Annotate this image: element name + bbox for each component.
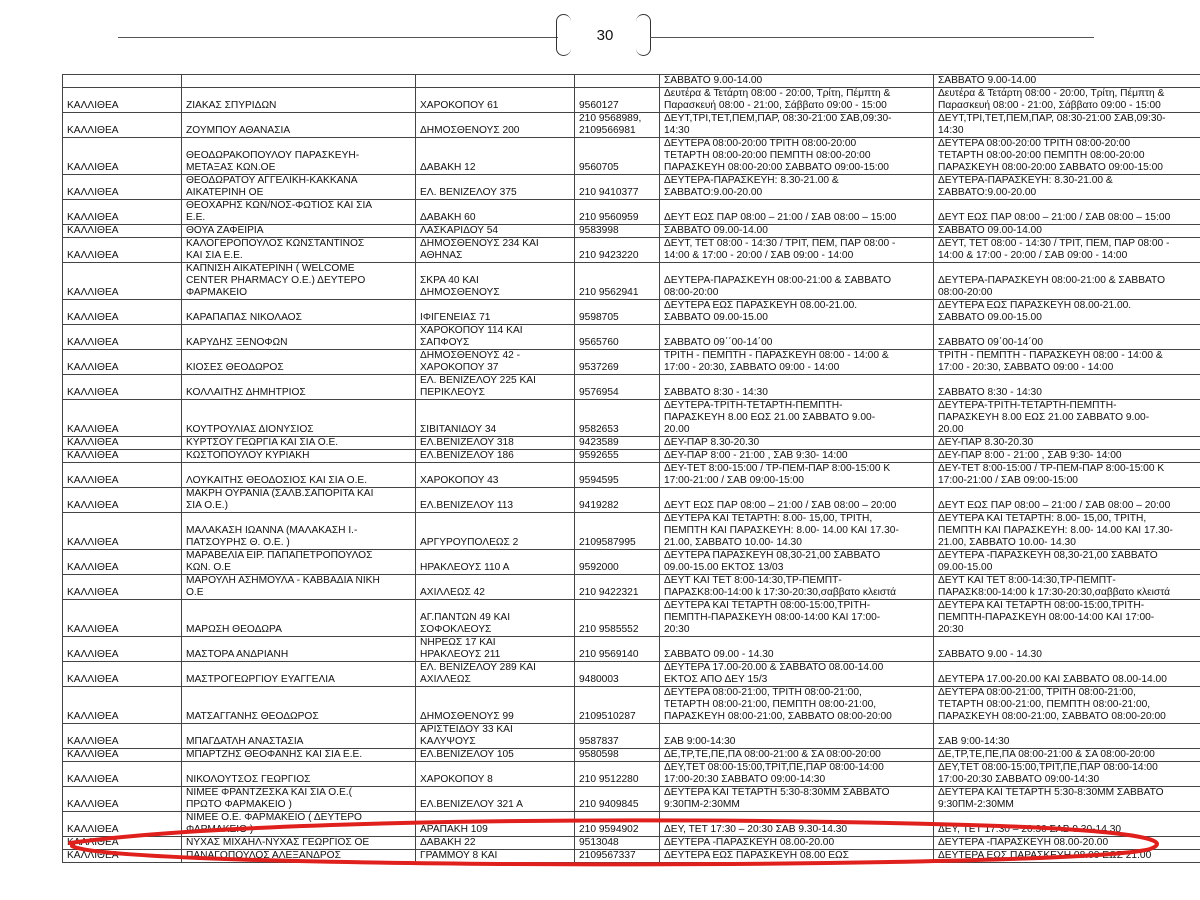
area-cell: ΚΑΛΛΙΘΕΑ bbox=[63, 325, 182, 350]
address-cell: ΑΓ.ΠΑΝΤΩΝ 49 ΚΑΙ ΣΟΦΟΚΛΕΟΥΣ bbox=[416, 600, 575, 637]
hours-alt-cell: ΣΑΒΒΑΤΟ 09.00-14.00 bbox=[934, 225, 1200, 238]
address-cell: ΕΛ.ΒΕΝΙΖΕΛΟΥ 318 bbox=[416, 437, 575, 450]
area-cell: ΚΑΛΛΙΘΕΑ bbox=[63, 263, 182, 300]
address-cell: ΕΛ. ΒΕΝΙΖΕΛΟΥ 375 bbox=[416, 175, 575, 200]
phone-cell: 210 9594902 bbox=[575, 812, 660, 837]
table-row bbox=[63, 325, 1200, 350]
table-row bbox=[63, 138, 1200, 175]
hours-cell: Δευτέρα & Τετάρτη 08:00 - 20:00, Τρίτη, Πέμπτη & Παρασκευή 08:00 - 21:00, Σάββατο 09:00 - 15:00 bbox=[660, 88, 934, 113]
hours-cell: ΔΕΥ-ΤΕΤ 8:00-15:00 / ΤΡ-ΠΕΜ-ΠΑΡ 8:00-15:00 Κ 17:00-21:00 / ΣΑΒ 09:00-15:00 bbox=[660, 463, 934, 488]
phone-cell: 9565760 bbox=[575, 325, 660, 350]
phone-cell: 210 9585552 bbox=[575, 600, 660, 637]
table-row bbox=[63, 300, 1200, 325]
table-row bbox=[63, 488, 1200, 513]
phone-cell: 210 9409845 bbox=[575, 787, 660, 812]
pharmacy-name-cell: ΜΑΚΡΗ ΟΥΡΑΝΙΑ (ΣΑΛΒ.ΣΑΠΟΡΙΤΑ ΚΑΙ ΣΙΑ Ο.Ε.) bbox=[182, 488, 416, 513]
address-cell: ΕΛ. ΒΕΝΙΖΕΛΟΥ 289 ΚΑΙ ΑΧΙΛΛΕΩΣ bbox=[416, 662, 575, 687]
phone-cell: 210 9569140 bbox=[575, 637, 660, 662]
pharmacy-name-cell: ΜΠΑΡΤΖΗΣ ΘΕΟΦΑΝΗΣ ΚΑΙ ΣΙΑ Ε.Ε. bbox=[182, 749, 416, 762]
phone-cell: 9419282 bbox=[575, 488, 660, 513]
hours-alt-cell: ΔΕΥ-ΠΑΡ 8.30-20.30 bbox=[934, 437, 1200, 450]
pharmacy-name-cell: ΚΩΣΤΟΠΟΥΛΟΥ ΚΥΡΙΑΚΗ bbox=[182, 450, 416, 463]
phone-cell: 210 9562941 bbox=[575, 263, 660, 300]
hours-alt-cell: ΔΕΥΤΕΡΑ -ΠΑΡΑΣΚΕΥΗ 08,30-21,00 ΣΑΒΒΑΤΟ 09.00-15.00 bbox=[934, 550, 1200, 575]
area-cell: ΚΑΛΛΙΘΕΑ bbox=[63, 787, 182, 812]
pharmacy-name-cell: ΝΙΚΟΛΟΥΤΣΟΣ ΓΕΩΡΓΙΟΣ bbox=[182, 762, 416, 787]
pharmacy-name-cell: ΜΑΤΣΑΓΓΑΝΗΣ ΘΕΟΔΩΡΟΣ bbox=[182, 687, 416, 724]
table-row bbox=[63, 837, 1200, 850]
address-cell: ΧΑΡΟΚΟΠΟΥ 61 bbox=[416, 88, 575, 113]
table-row bbox=[63, 812, 1200, 837]
table-row bbox=[63, 513, 1200, 550]
pharmacy-name-cell: ΜΑΛΑΚΑΣΗ ΙΩΑΝΝΑ (ΜΑΛΑΚΑΣΗ Ι.- ΠΑΤΣΟΥΡΗΣ Θ. Ο.Ε. ) bbox=[182, 513, 416, 550]
pharmacy-name-cell: ΜΑΣΤΡΟΓΕΩΡΓΙΟΥ ΕΥΑΓΓΕΛΙΑ bbox=[182, 662, 416, 687]
pharmacy-name-cell: ΚΑΡΑΠΑΠΑΣ ΝΙΚΟΛΑΟΣ bbox=[182, 300, 416, 325]
hours-alt-cell: ΔΕΥΤΕΡΑ ΕΩΣ ΠΑΡΑΣΚΕΥΗ 08.00-21.00. ΣΑΒΒΑΤΟ 09.00-15.00 bbox=[934, 300, 1200, 325]
pharmacy-name-cell: ΜΑΡΑΒΕΛΙΑ ΕΙΡ. ΠΑΠΑΠΕΤΡΟΠΟΥΛΟΣ ΚΩΝ. Ο.Ε bbox=[182, 550, 416, 575]
hours-cell: ΔΕ,ΤΡ,ΤΕ,ΠΕ,ΠΑ 08:00-21:00 & ΣΑ 08:00-20:00 bbox=[660, 749, 934, 762]
address-cell: ΔΑΒΑΚΗ 22 bbox=[416, 837, 575, 850]
pharmacy-name-cell: ΘΕΟΔΩΡΑΚΟΠΟΥΛΟΥ ΠΑΡΑΣΚΕΥΗ- ΜΕΤΑΞΑΣ ΚΩΝ.ΟΕ bbox=[182, 138, 416, 175]
address-cell: ΔΗΜΟΣΘΕΝΟΥΣ 200 bbox=[416, 113, 575, 138]
hours-alt-cell: ΔΕΥΤ ΚΑΙ ΤΕΤ 8:00-14:30,ΤΡ-ΠΕΜΠΤ- ΠΑΡΑΣΚ8:00-14:00 k 17:30-20:30,σαββατο κλειστά bbox=[934, 575, 1200, 600]
area-cell: ΚΑΛΛΙΘΕΑ bbox=[63, 637, 182, 662]
area-cell: ΚΑΛΛΙΘΕΑ bbox=[63, 724, 182, 749]
pharmacy-name-cell: ΘΕΟΧΑΡΗΣ ΚΩΝ/ΝΟΣ-ΦΩΤΙΟΣ ΚΑΙ ΣΙΑ Ε.Ε. bbox=[182, 200, 416, 225]
area-cell: ΚΑΛΛΙΘΕΑ bbox=[63, 749, 182, 762]
hours-alt-cell: ΔΕΥ, ΤΕΤ 17:30 – 20:30 ΣΑΒ 9.30-14.30 bbox=[934, 812, 1200, 837]
pharmacy-name-cell: ΝΙΜΕΕ Ο.Ε. ΦΑΡΜΑΚΕΙΟ ( ΔΕΥΤΕΡΟ ΦΑΡΜΑΚΕΙΟ ) bbox=[182, 812, 416, 837]
hours-alt-cell: ΔΕΥΤΕΡΑ 08:00-20:00 ΤΡΙΤΗ 08:00-20:00 ΤΕΤΑΡΤΗ 08:00-20:00 ΠΕΜΠΤΗ 08:00-20:00 ΠΑΡΑΣΚΕΥΗ 08:00-20:00 ΣΑΒΒΑΤΟ 09:00-15:00 bbox=[934, 138, 1200, 175]
hours-cell: ΣΑΒΒΑΤΟ 9.00-14.00 bbox=[660, 75, 934, 88]
hours-cell: ΔΕΥΤΕΡΑ-ΠΑΡΑΣΚΕΥΗ: 8.30-21.00 & ΣΑΒΒΑΤΟ:9.00-20.00 bbox=[660, 175, 934, 200]
table-row bbox=[63, 550, 1200, 575]
address-cell: ΕΛ.ΒΕΝΙΖΕΛΟΥ 105 bbox=[416, 749, 575, 762]
hours-cell: ΣΑΒΒΑΤΟ 09΄΄00-14΄00 bbox=[660, 325, 934, 350]
area-cell: ΚΑΛΛΙΘΕΑ bbox=[63, 488, 182, 513]
hours-cell: ΔΕΥΤΕΡΑ ΕΩΣ ΠΑΡΑΣΚΕΥΗ 08.00-21.00. ΣΑΒΒΑΤΟ 09.00-15.00 bbox=[660, 300, 934, 325]
hours-alt-cell: ΔΕΥΤΕΡΑ-ΠΑΡΑΣΚΕΥΗ: 8.30-21.00 & ΣΑΒΒΑΤΟ:9.00-20.00 bbox=[934, 175, 1200, 200]
hours-cell: ΔΕΥΤΕΡΑ -ΠΑΡΑΣΚΕΥΗ 08.00-20.00 bbox=[660, 837, 934, 850]
hours-cell: ΔΕΥΤΕΡΑ ΠΑΡΑΣΚΕΥΗ 08,30-21,00 ΣΑΒΒΑΤΟ 09.00-15.00 ΕΚΤΟΣ 13/03 bbox=[660, 550, 934, 575]
pharmacy-name-cell: ΜΠΑΓΔΑΤΛΗ ΑΝΑΣΤΑΣΙΑ bbox=[182, 724, 416, 749]
address-cell: ΔΑΒΑΚΗ 60 bbox=[416, 200, 575, 225]
area-cell: ΚΑΛΛΙΘΕΑ bbox=[63, 450, 182, 463]
hours-cell: ΤΡΙΤΗ - ΠΕΜΠΤΗ - ΠΑΡΑΣΚΕΥΗ 08:00 - 14:00 & 17:00 - 20:30, ΣΑΒΒΑΤΟ 09:00 - 14:00 bbox=[660, 350, 934, 375]
address-cell: ΔΗΜΟΣΘΕΝΟΥΣ 99 bbox=[416, 687, 575, 724]
phone-cell: 210 9423220 bbox=[575, 238, 660, 263]
area-cell: ΚΑΛΛΙΘΕΑ bbox=[63, 463, 182, 488]
hours-cell: ΔΕΥΤΕΡΑ 08:00-21:00, ΤΡΙΤΗ 08:00-21:00, ΤΕΤΑΡΤΗ 08:00-21:00, ΠΕΜΠΤΗ 08:00-21:00, ΠΑΡΑΣΚΕΥΗ 08:00-21:00, ΣΑΒΒΑΤΟ 08:00-20:00 bbox=[660, 687, 934, 724]
address-cell: ΕΛ.ΒΕΝΙΖΕΛΟΥ 113 bbox=[416, 488, 575, 513]
hours-cell: ΔΕΥΤΕΡΑ ΚΑΙ ΤΕΤΑΡΤΗ: 8.00- 15,00, ΤΡΙΤΗ, ΠΕΜΠΤΗ ΚΑΙ ΠΑΡΑΣΚΕΥΗ: 8.00- 14.00 ΚΑΙ 17.30- 21.00, ΣΑΒΒΑΤΟ 10.00- 14.30 bbox=[660, 513, 934, 550]
area-cell: ΚΑΛΛΙΘΕΑ bbox=[63, 400, 182, 437]
hours-cell: ΔΕΥΤΕΡΑ ΚΑΙ ΤΕΤΑΡΤΗ 5:30-8:30ΜΜ ΣΑΒΒΑΤΟ 9:30ΠΜ-2:30ΜΜ bbox=[660, 787, 934, 812]
table-row bbox=[63, 450, 1200, 463]
phone-cell: 9592655 bbox=[575, 450, 660, 463]
table-row bbox=[63, 575, 1200, 600]
area-cell: ΚΑΛΛΙΘΕΑ bbox=[63, 687, 182, 724]
pharmacy-name-cell bbox=[182, 75, 416, 88]
pharmacy-name-cell: ΚΥΡΤΣΟΥ ΓΕΩΡΓΙΑ ΚΑΙ ΣΙΑ Ο.Ε. bbox=[182, 437, 416, 450]
hours-cell: ΔΕΥΤ ΕΩΣ ΠΑΡ 08:00 – 21:00 / ΣΑΒ 08:00 – 15:00 bbox=[660, 200, 934, 225]
pharmacy-name-cell: ΚΟΛΛΑΙΤΗΣ ΔΗΜΗΤΡΙΟΣ bbox=[182, 375, 416, 400]
pharmacy-name-cell: ΝΥΧΑΣ ΜΙΧΑΗΛ-ΝΥΧΑΣ ΓΕΩΡΓΙΟΣ ΟΕ bbox=[182, 837, 416, 850]
area-cell: ΚΑΛΛΙΘΕΑ bbox=[63, 850, 182, 863]
phone-cell: 9423589 bbox=[575, 437, 660, 450]
hours-cell: ΔΕΥΤΕΡΑ-ΤΡΙΤΗ-ΤΕΤΑΡΤΗ-ΠΕΜΠΤΗ- ΠΑΡΑΣΚΕΥΗ 8.00 ΕΩΣ 21.00 ΣΑΒΒΑΤΟ 9.00- 20.00 bbox=[660, 400, 934, 437]
area-cell: ΚΑΛΛΙΘΕΑ bbox=[63, 437, 182, 450]
address-cell: ΛΑΣΚΑΡΙΔΟΥ 54 bbox=[416, 225, 575, 238]
hours-cell: ΔΕΥ-ΠΑΡ 8.30-20.30 bbox=[660, 437, 934, 450]
phone-cell: 9594595 bbox=[575, 463, 660, 488]
address-cell bbox=[416, 75, 575, 88]
phone-cell: 9592000 bbox=[575, 550, 660, 575]
phone-cell: 9576954 bbox=[575, 375, 660, 400]
address-cell: ΝΗΡΕΩΣ 17 ΚΑΙ ΗΡΑΚΛΕΟΥΣ 211 bbox=[416, 637, 575, 662]
hours-cell: ΔΕΥ,ΤΕΤ 08:00-15:00,ΤΡΙΤ,ΠΕ,ΠΑΡ 08:00-14:00 17:00-20:30 ΣΑΒΒΑΤΟ 09:00-14:30 bbox=[660, 762, 934, 787]
address-cell: ΑΡΑΠΑΚΗ 109 bbox=[416, 812, 575, 837]
table-row bbox=[63, 175, 1200, 200]
pharmacy-name-cell: ΛΟΥΚΑΙΤΗΣ ΘΕΟΔΟΣΙΟΣ ΚΑΙ ΣΙΑ Ο.Ε. bbox=[182, 463, 416, 488]
table-row bbox=[63, 600, 1200, 637]
pharmacy-name-cell: ΠΑΝΑΓΟΠΟΥΛΟΣ ΑΛΕΞΑΝΔΡΟΣ bbox=[182, 850, 416, 863]
area-cell: ΚΑΛΛΙΘΕΑ bbox=[63, 138, 182, 175]
hours-alt-cell: ΔΕΥΤ,ΤΡΙ,ΤΕΤ,ΠΕΜ,ΠΑΡ, 08:30-21:00 ΣΑΒ,09:30- 14:30 bbox=[934, 113, 1200, 138]
hours-alt-cell: ΣΑΒΒΑΤΟ 9.00 - 14.30 bbox=[934, 637, 1200, 662]
pharmacy-name-cell: ΝΙΜΕΕ ΦΡΑΝΤΖΕΣΚΑ ΚΑΙ ΣΙΑ Ο.Ε.( ΠΡΩΤΟ ΦΑΡΜΑΚΕΙΟ ) bbox=[182, 787, 416, 812]
address-cell: ΧΑΡΟΚΟΠΟΥ 114 ΚΑΙ ΣΑΠΦΟΥΣ bbox=[416, 325, 575, 350]
table-row bbox=[63, 787, 1200, 812]
phone-cell: 9480003 bbox=[575, 662, 660, 687]
hours-alt-cell: ΔΕΥΤΕΡΑ ΚΑΙ ΤΕΤΑΡΤΗ: 8.00- 15,00, ΤΡΙΤΗ, ΠΕΜΠΤΗ ΚΑΙ ΠΑΡΑΣΚΕΥΗ: 8.00- 14.00 ΚΑΙ 17.30- 21.00, ΣΑΒΒΑΤΟ 10.00- 14.30 bbox=[934, 513, 1200, 550]
table-row bbox=[63, 113, 1200, 138]
hours-alt-cell: ΔΕΥΤΕΡΑ 08:00-21:00, ΤΡΙΤΗ 08:00-21:00, ΤΕΤΑΡΤΗ 08:00-21:00, ΠΕΜΠΤΗ 08:00-21:00, ΠΑΡΑΣΚΕΥΗ 08:00-21:00, ΣΑΒΒΑΤΟ 08:00-20:00 bbox=[934, 687, 1200, 724]
hours-cell: ΔΕΥΤ ΕΩΣ ΠΑΡ 08:00 – 21:00 / ΣΑΒ 08:00 – 20:00 bbox=[660, 488, 934, 513]
phone-cell: 9587837 bbox=[575, 724, 660, 749]
left-brace bbox=[556, 14, 571, 56]
hours-alt-cell: Δευτέρα & Τετάρτη 08:00 - 20:00, Τρίτη, Πέμπτη & Παρασκευή 08:00 - 21:00, Σάββατο 09:00 - 15:00 bbox=[934, 88, 1200, 113]
hours-alt-cell: ΣΑΒ 9:00-14:30 bbox=[934, 724, 1200, 749]
area-cell: ΚΑΛΛΙΘΕΑ bbox=[63, 238, 182, 263]
table-row bbox=[63, 200, 1200, 225]
hours-alt-cell: ΔΕΥΤ, ΤΕΤ 08:00 - 14:30 / ΤΡΙΤ, ΠΕΜ, ΠΑΡ 08:00 - 14:00 & 17:00 - 20:00 / ΣΑΒ 09:00 - 14:00 bbox=[934, 238, 1200, 263]
header-rule-right bbox=[650, 37, 1094, 38]
hours-alt-cell: ΣΑΒΒΑΤΟ 09΄00-14΄00 bbox=[934, 325, 1200, 350]
phone-cell: 9580598 bbox=[575, 749, 660, 762]
phone-cell: 9560127 bbox=[575, 88, 660, 113]
hours-alt-cell: ΔΕΥΤ ΕΩΣ ΠΑΡ 08:00 – 21:00 / ΣΑΒ 08:00 – 20:00 bbox=[934, 488, 1200, 513]
table-row bbox=[63, 637, 1200, 662]
area-cell: ΚΑΛΛΙΘΕΑ bbox=[63, 837, 182, 850]
hours-alt-cell: ΣΑΒΒΑΤΟ 9.00-14.00 bbox=[934, 75, 1200, 88]
hours-cell: ΔΕΥΤΕΡΑ-ΠΑΡΑΣΚΕΥΗ 08:00-21:00 & ΣΑΒΒΑΤΟ 08:00-20:00 bbox=[660, 263, 934, 300]
pharmacy-name-cell: ΘΟΥΑ ΖΑΦΕΙΡΙΑ bbox=[182, 225, 416, 238]
phone-cell: 210 9568989, 2109566981 bbox=[575, 113, 660, 138]
pharmacy-name-cell: ΚΑΡΥΔΗΣ ΞΕΝΟΦΩΝ bbox=[182, 325, 416, 350]
table-row bbox=[63, 724, 1200, 749]
phone-cell: 9598705 bbox=[575, 300, 660, 325]
address-cell: ΣΙΒΙΤΑΝΙΔΟΥ 34 bbox=[416, 400, 575, 437]
table-row bbox=[63, 225, 1200, 238]
phone-cell: 9537269 bbox=[575, 350, 660, 375]
hours-alt-cell: ΔΕΥΤΕΡΑ -ΠΑΡΑΣΚΕΥΗ 08.00-20.00 bbox=[934, 837, 1200, 850]
table-row bbox=[63, 400, 1200, 437]
phone-cell: 2109510287 bbox=[575, 687, 660, 724]
hours-alt-cell: ΔΕΥΤΕΡΑ 17.00-20.00 ΚΑΙ ΣΑΒΒΑΤΟ 08.00-14.00 bbox=[934, 662, 1200, 687]
hours-alt-cell: ΣΑΒΒΑΤΟ 8:30 - 14:30 bbox=[934, 375, 1200, 400]
table-row bbox=[63, 437, 1200, 450]
address-cell: ΙΦΙΓΕΝΕΙΑΣ 71 bbox=[416, 300, 575, 325]
hours-cell: ΔΕΥΤΕΡΑ 17.00-20.00 & ΣΑΒΒΑΤΟ 08.00-14.00 ΕΚΤΟΣ ΑΠΟ ΔΕΥ 15/3 bbox=[660, 662, 934, 687]
hours-cell: ΔΕΥ, ΤΕΤ 17:30 – 20:30 ΣΑΒ 9.30-14.30 bbox=[660, 812, 934, 837]
address-cell: ΔΑΒΑΚΗ 12 bbox=[416, 138, 575, 175]
hours-alt-cell: ΔΕΥ-ΠΑΡ 8:00 - 21:00 , ΣΑΒ 9:30- 14:00 bbox=[934, 450, 1200, 463]
hours-alt-cell: ΔΕΥ-ΤΕΤ 8:00-15:00 / ΤΡ-ΠΕΜ-ΠΑΡ 8:00-15:00 Κ 17:00-21:00 / ΣΑΒ 09:00-15:00 bbox=[934, 463, 1200, 488]
table-row bbox=[63, 749, 1200, 762]
address-cell: ΧΑΡΟΚΟΠΟΥ 43 bbox=[416, 463, 575, 488]
area-cell bbox=[63, 75, 182, 88]
area-cell: ΚΑΛΛΙΘΕΑ bbox=[63, 375, 182, 400]
hours-cell: ΔΕΥΤ,ΤΡΙ,ΤΕΤ,ΠΕΜ,ΠΑΡ, 08:30-21:00 ΣΑΒ,09:30- 14:30 bbox=[660, 113, 934, 138]
area-cell: ΚΑΛΛΙΘΕΑ bbox=[63, 113, 182, 138]
pharmacy-name-cell: ΖΙΑΚΑΣ ΣΠΥΡΙΔΩΝ bbox=[182, 88, 416, 113]
hours-cell: ΣΑΒΒΑΤΟ 09.00 - 14.30 bbox=[660, 637, 934, 662]
area-cell: ΚΑΛΛΙΘΕΑ bbox=[63, 88, 182, 113]
hours-alt-cell: ΤΡΙΤΗ - ΠΕΜΠΤΗ - ΠΑΡΑΣΚΕΥΗ 08:00 - 14:00 & 17:00 - 20:30, ΣΑΒΒΑΤΟ 09:00 - 14:00 bbox=[934, 350, 1200, 375]
pharmacy-name-cell: ΚΙΟΣΕΣ ΘΕΟΔΩΡΟΣ bbox=[182, 350, 416, 375]
address-cell: ΕΛ. ΒΕΝΙΖΕΛΟΥ 225 ΚΑΙ ΠΕΡΙΚΛΕΟΥΣ bbox=[416, 375, 575, 400]
area-cell: ΚΑΛΛΙΘΕΑ bbox=[63, 762, 182, 787]
pharmacy-name-cell: ΜΑΡΩΣΗ ΘΕΟΔΩΡΑ bbox=[182, 600, 416, 637]
pharmacy-table-body bbox=[63, 75, 1200, 863]
area-cell: ΚΑΛΛΙΘΕΑ bbox=[63, 513, 182, 550]
table-row bbox=[63, 375, 1200, 400]
hours-alt-cell: ΔΕ,ΤΡ,ΤΕ,ΠΕ,ΠΑ 08:00-21:00 & ΣΑ 08:00-20:00 bbox=[934, 749, 1200, 762]
phone-cell: 210 9560959 bbox=[575, 200, 660, 225]
table-row bbox=[63, 687, 1200, 724]
area-cell: ΚΑΛΛΙΘΕΑ bbox=[63, 662, 182, 687]
hours-cell: ΔΕΥΤΕΡΑ 08:00-20:00 ΤΡΙΤΗ 08:00-20:00 ΤΕΤΑΡΤΗ 08:00-20:00 ΠΕΜΠΤΗ 08:00-20:00 ΠΑΡΑΣΚΕΥΗ 08:00-20:00 ΣΑΒΒΑΤΟ 09:00-15:00 bbox=[660, 138, 934, 175]
address-cell: ΧΑΡΟΚΟΠΟΥ 8 bbox=[416, 762, 575, 787]
table-row bbox=[63, 350, 1200, 375]
area-cell: ΚΑΛΛΙΘΕΑ bbox=[63, 300, 182, 325]
area-cell: ΚΑΛΛΙΘΕΑ bbox=[63, 812, 182, 837]
page-number: 30 bbox=[596, 27, 614, 44]
area-cell: ΚΑΛΛΙΘΕΑ bbox=[63, 550, 182, 575]
address-cell: ΑΧΙΛΛΕΩΣ 42 bbox=[416, 575, 575, 600]
pharmacy-name-cell: ΜΑΡΟΥΛΗ ΑΣΗΜΟΥΛΑ - ΚΑΒΒΑΔΙΑ ΝΙΚΗ Ο.Ε bbox=[182, 575, 416, 600]
table-row bbox=[63, 75, 1200, 88]
address-cell: ΣΚΡΑ 40 ΚΑΙ ΔΗΜΟΣΘΕΝΟΥΣ bbox=[416, 263, 575, 300]
phone-cell: 9513048 bbox=[575, 837, 660, 850]
address-cell: ΕΛ.ΒΕΝΙΖΕΛΟΥ 321 Α bbox=[416, 787, 575, 812]
area-cell: ΚΑΛΛΙΘΕΑ bbox=[63, 175, 182, 200]
hours-alt-cell: ΔΕΥ,ΤΕΤ 08:00-15:00,ΤΡΙΤ,ΠΕ,ΠΑΡ 08:00-14:00 17:00-20:30 ΣΑΒΒΑΤΟ 09:00-14:30 bbox=[934, 762, 1200, 787]
phone-cell: 9560705 bbox=[575, 138, 660, 175]
address-cell: ΔΗΜΟΣΘΕΝΟΥΣ 42 - ΧΑΡΟΚΟΠΟΥ 37 bbox=[416, 350, 575, 375]
hours-cell: ΔΕΥΤΕΡΑ ΕΩΣ ΠΑΡΑΣΚΕΥΗ 08.00 ΕΩΣ bbox=[660, 850, 934, 863]
pharmacy-name-cell: ΖΟΥΜΠΟΥ ΑΘΑΝΑΣΙΑ bbox=[182, 113, 416, 138]
hours-cell: ΣΑΒΒΑΤΟ 09.00-14.00 bbox=[660, 225, 934, 238]
pharmacy-table bbox=[62, 74, 1200, 863]
hours-alt-cell: ΔΕΥΤΕΡΑ-ΠΑΡΑΣΚΕΥΗ 08:00-21:00 & ΣΑΒΒΑΤΟ 08:00-20:00 bbox=[934, 263, 1200, 300]
address-cell: ΔΗΜΟΣΘΕΝΟΥΣ 234 ΚΑΙ ΑΘΗΝΑΣ bbox=[416, 238, 575, 263]
phone-cell: 9582653 bbox=[575, 400, 660, 437]
table-row bbox=[63, 238, 1200, 263]
hours-alt-cell: ΔΕΥΤΕΡΑ ΚΑΙ ΤΕΤΑΡΤΗ 08:00-15:00,ΤΡΙΤΗ- ΠΕΜΠΤΗ-ΠΑΡΑΣΚΕΥΗ 08:00-14:00 ΚΑΙ 17:00- 20:30 bbox=[934, 600, 1200, 637]
area-cell: ΚΑΛΛΙΘΕΑ bbox=[63, 350, 182, 375]
hours-cell: ΣΑΒ 9:00-14:30 bbox=[660, 724, 934, 749]
hours-alt-cell: ΔΕΥΤ ΕΩΣ ΠΑΡ 08:00 – 21:00 / ΣΑΒ 08:00 – 15:00 bbox=[934, 200, 1200, 225]
area-cell: ΚΑΛΛΙΘΕΑ bbox=[63, 200, 182, 225]
phone-cell bbox=[575, 75, 660, 88]
phone-cell: 210 9422321 bbox=[575, 575, 660, 600]
hours-cell: ΔΕΥΤ ΚΑΙ ΤΕΤ 8:00-14:30,ΤΡ-ΠΕΜΠΤ- ΠΑΡΑΣΚ8:00-14:00 k 17:30-20:30,σαββατο κλειστά bbox=[660, 575, 934, 600]
address-cell: ΗΡΑΚΛΕΟΥΣ 110 Α bbox=[416, 550, 575, 575]
phone-cell: 2109587995 bbox=[575, 513, 660, 550]
pharmacy-name-cell: ΚΟΥΤΡΟΥΛΙΑΣ ΔΙΟΝΥΣΙΟΣ bbox=[182, 400, 416, 437]
hours-cell: ΔΕΥΤΕΡΑ ΚΑΙ ΤΕΤΑΡΤΗ 08:00-15:00,ΤΡΙΤΗ- ΠΕΜΠΤΗ-ΠΑΡΑΣΚΕΥΗ 08:00-14:00 ΚΑΙ 17:00- 20:30 bbox=[660, 600, 934, 637]
hours-alt-cell: ΔΕΥΤΕΡΑ ΚΑΙ ΤΕΤΑΡΤΗ 5:30-8:30ΜΜ ΣΑΒΒΑΤΟ 9:30ΠΜ-2:30ΜΜ bbox=[934, 787, 1200, 812]
table-row bbox=[63, 88, 1200, 113]
area-cell: ΚΑΛΛΙΘΕΑ bbox=[63, 225, 182, 238]
pharmacy-name-cell: ΜΑΣΤΟΡΑ ΑΝΔΡΙΑΝΗ bbox=[182, 637, 416, 662]
pharmacy-name-cell: ΚΑΠΝΙΣΗ ΑΙΚΑΤΕΡΙΝΗ ( WELCOME CENTER PHARMACY O.E.) ΔΕΥΤΕΡΟ ΦΑΡΜΑΚΕΙΟ bbox=[182, 263, 416, 300]
address-cell: ΓΡΑΜΜΟΥ 8 ΚΑΙ bbox=[416, 850, 575, 863]
area-cell: ΚΑΛΛΙΘΕΑ bbox=[63, 575, 182, 600]
hours-alt-cell: ΔΕΥΤΕΡΑ ΕΩΣ ΠΑΡΑΣΚΕΥΗ 08.00 ΕΩΣ 21.00 bbox=[934, 850, 1200, 863]
table-row bbox=[63, 662, 1200, 687]
address-cell: ΑΡΓΥΡΟΥΠΟΛΕΩΣ 2 bbox=[416, 513, 575, 550]
header-rule-left bbox=[118, 37, 558, 38]
address-cell: ΑΡΙΣΤΕΙΔΟΥ 33 ΚΑΙ ΚΑΛΥΨΟΥΣ bbox=[416, 724, 575, 749]
address-cell: ΕΛ.ΒΕΝΙΖΕΛΟΥ 186 bbox=[416, 450, 575, 463]
area-cell: ΚΑΛΛΙΘΕΑ bbox=[63, 600, 182, 637]
hours-cell: ΔΕΥΤ, ΤΕΤ 08:00 - 14:30 / ΤΡΙΤ, ΠΕΜ, ΠΑΡ 08:00 - 14:00 & 17:00 - 20:00 / ΣΑΒ 09:00 - 14:00 bbox=[660, 238, 934, 263]
pharmacy-name-cell: ΚΑΛΟΓΕΡΟΠΟΥΛΟΣ ΚΩΝΣΤΑΝΤΙΝΟΣ ΚΑΙ ΣΙΑ Ε.Ε. bbox=[182, 238, 416, 263]
pharmacy-name-cell: ΘΕΟΔΩΡΑΤΟΥ ΑΓΓΕΛΙΚΗ-ΚΑΚΚΑΝΑ ΑΙΚΑΤΕΡΙΝΗ ΟΕ bbox=[182, 175, 416, 200]
hours-cell: ΣΑΒΒΑΤΟ 8:30 - 14:30 bbox=[660, 375, 934, 400]
table-row bbox=[63, 762, 1200, 787]
table-row bbox=[63, 463, 1200, 488]
table-row bbox=[63, 850, 1200, 863]
phone-cell: 210 9410377 bbox=[575, 175, 660, 200]
right-brace bbox=[636, 14, 651, 56]
phone-cell: 9583998 bbox=[575, 225, 660, 238]
phone-cell: 210 9512280 bbox=[575, 762, 660, 787]
hours-alt-cell: ΔΕΥΤΕΡΑ-ΤΡΙΤΗ-ΤΕΤΑΡΤΗ-ΠΕΜΠΤΗ- ΠΑΡΑΣΚΕΥΗ 8.00 ΕΩΣ 21.00 ΣΑΒΒΑΤΟ 9.00- 20.00 bbox=[934, 400, 1200, 437]
table-row bbox=[63, 263, 1200, 300]
hours-cell: ΔΕΥ-ΠΑΡ 8:00 - 21:00 , ΣΑΒ 9:30- 14:00 bbox=[660, 450, 934, 463]
phone-cell: 2109567337 bbox=[575, 850, 660, 863]
